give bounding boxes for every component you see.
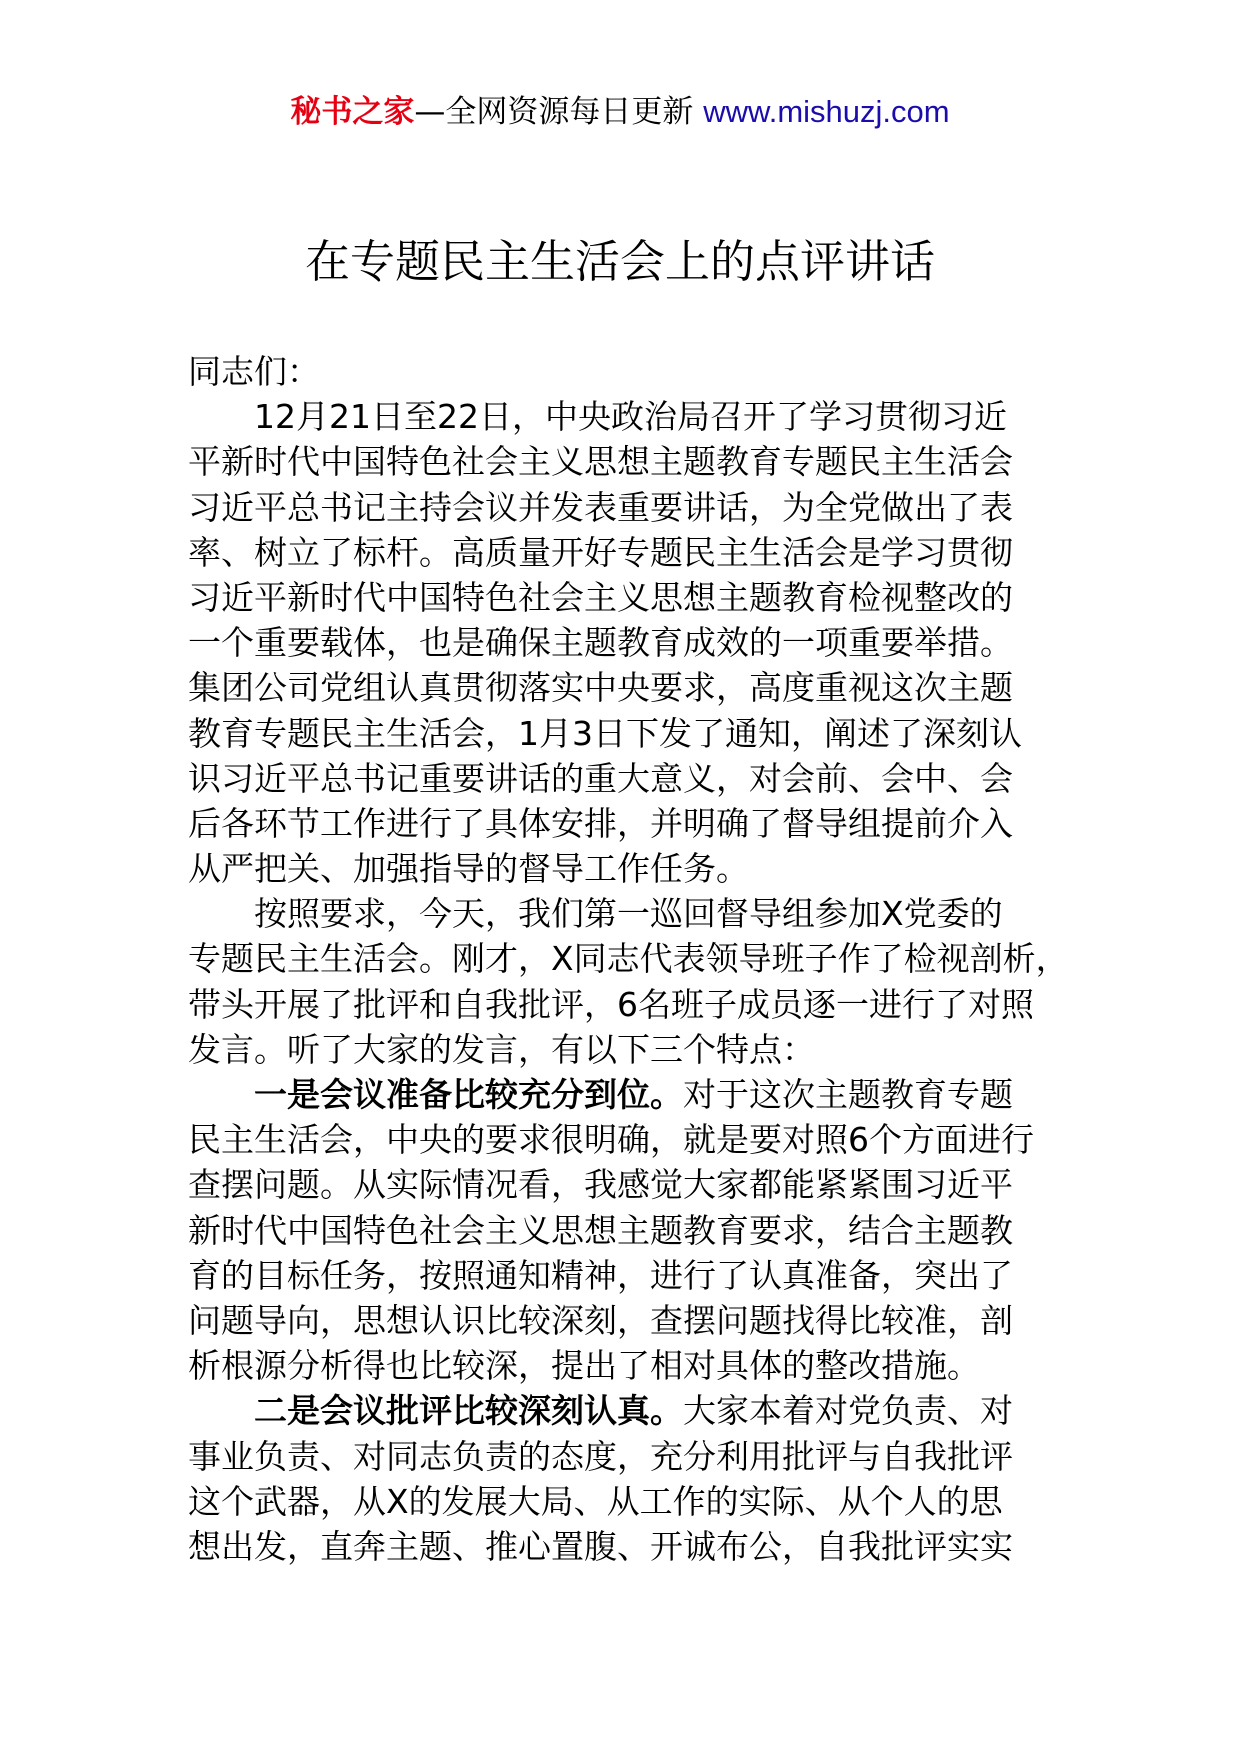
paragraph-3 bbox=[188, 1072, 1058, 1388]
text-line: 按照要求，今天，我们第一巡回督导组参加X党委的 bbox=[254, 894, 1003, 934]
site-tagline: —全网资源每日更新 bbox=[414, 94, 694, 130]
text-line: 习近平新时代中国特色社会主义思想主题教育检视整改的 bbox=[188, 577, 1013, 617]
point-one-text: 对于这次主题教育专题 bbox=[683, 1075, 1013, 1114]
text-line: 带头开展了批评和自我批评，6名班子成员逐一进行了对照 bbox=[188, 984, 1034, 1024]
text-line bbox=[188, 1388, 1058, 1433]
site-header bbox=[0, 92, 1240, 132]
text-line: 集团公司党组认真贯彻落实中央要求，高度重视这次主题 bbox=[188, 668, 1013, 708]
text-line: 问题导向，思想认识比较深刻，查摆问题找得比较准，剖 bbox=[188, 1300, 1013, 1340]
point-two-text: 大家本着对党负责、对 bbox=[683, 1391, 1013, 1431]
text-line: 民主生活会，中央的要求很明确，就是要对照6个方面进行 bbox=[188, 1120, 1034, 1160]
text-line: 事业负责、对同志负责的态度，充分利用批评与自我批评 bbox=[188, 1436, 1013, 1476]
text-line: 新时代中国特色社会主义思想主题教育要求，结合主题教 bbox=[188, 1210, 1013, 1250]
text-line: 查摆问题。从实际情况看，我感觉大家都能紧紧围习近平 bbox=[188, 1165, 1013, 1205]
text-line: 习近平总书记主持会议并发表重要讲话，为全党做出了表 bbox=[188, 487, 1013, 527]
text-line: 发言。听了大家的发言，有以下三个特点： bbox=[188, 1029, 815, 1069]
salutation: 同志们： bbox=[188, 352, 320, 391]
text-line bbox=[188, 1072, 1058, 1117]
site-brand: 秘书之家 bbox=[290, 94, 415, 130]
paragraph-4 bbox=[188, 1388, 1058, 1569]
text-line: 后各环节工作进行了具体安排，并明确了督导组提前介入 bbox=[188, 803, 1013, 843]
point-two-heading: 二是会议批评比较深刻认真。 bbox=[254, 1391, 683, 1431]
paragraph-1 bbox=[188, 394, 1058, 891]
text-line: 识习近平总书记重要讲话的重大意义，对会前、会中、会 bbox=[188, 758, 1013, 798]
paragraph-2 bbox=[188, 891, 1069, 1072]
text-line: 12月21日至22日，中央政治局召开了学习贯彻习近 bbox=[254, 397, 1007, 437]
text-line: 率、树立了标杆。高质量开好专题民主生活会是学习贯彻 bbox=[188, 532, 1013, 572]
text-line: 专题民主生活会。刚才，X同志代表领导班子作了检视剖析， bbox=[188, 939, 1069, 979]
text-line: 析根源分析得也比较深，提出了相对具体的整改措施。 bbox=[188, 1346, 980, 1386]
text-line: 从严把关、加强指导的督导工作任务。 bbox=[188, 849, 749, 889]
point-one-heading: 一是会议准备比较充分到位。 bbox=[254, 1075, 683, 1114]
text-line: 一个重要载体，也是确保主题教育成效的一项重要举措。 bbox=[188, 623, 1013, 663]
text-line: 教育专题民主生活会，1月3日下发了通知，阐述了深刻认 bbox=[188, 713, 1022, 753]
text-line: 平新时代中国特色社会主义思想主题教育专题民主生活会 bbox=[188, 442, 1013, 482]
document-body bbox=[188, 349, 1069, 1569]
text-line: 育的目标任务，按照通知精神，进行了认真准备，突出了 bbox=[188, 1255, 1013, 1295]
text-line: 想出发，直奔主题、推心置腹、开诚布公，自我批评实实 bbox=[188, 1526, 1013, 1566]
site-url-link[interactable]: www.mishuzj.com bbox=[703, 94, 950, 129]
document-title: 在专题民主生活会上的点评讲话 bbox=[304, 235, 935, 288]
text-line: 这个武器，从X的发展大局、从工作的实际、从个人的思 bbox=[188, 1481, 1003, 1521]
